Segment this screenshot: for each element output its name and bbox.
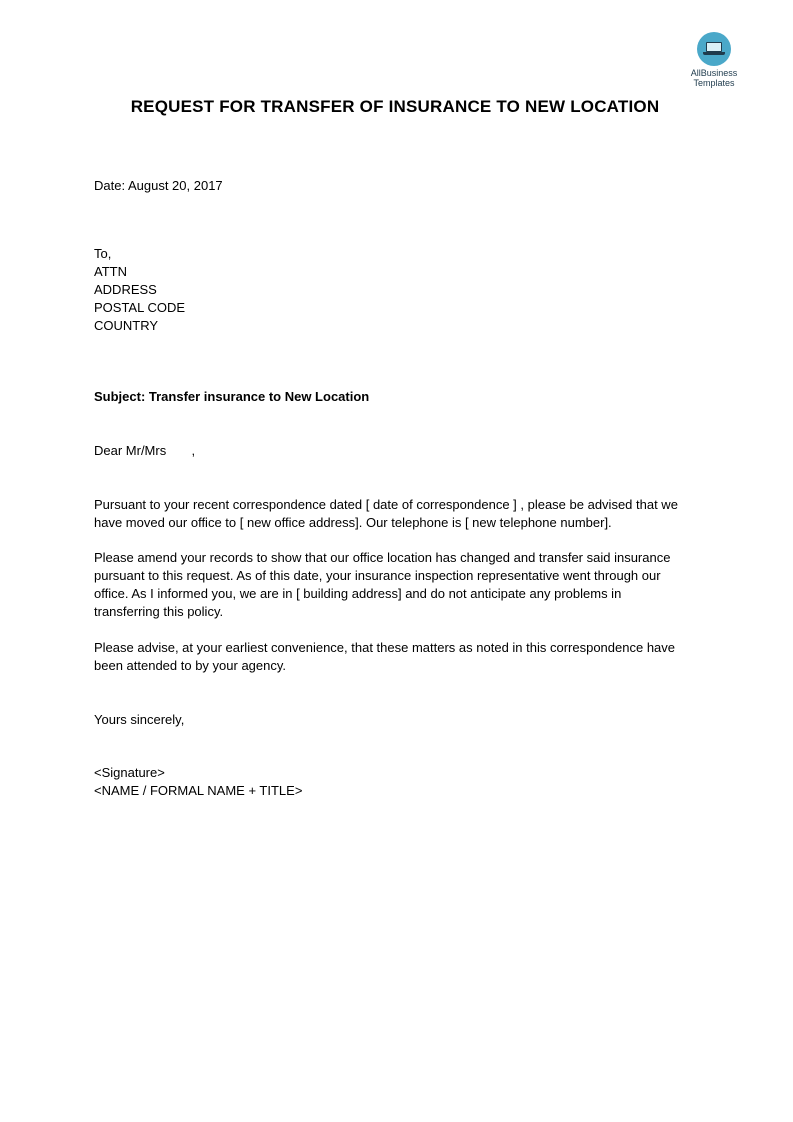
logo-text xyxy=(680,68,748,88)
closing: Yours sincerely, xyxy=(94,712,185,727)
letter-date: Date: August 20, 2017 xyxy=(94,178,223,193)
paragraph-3 xyxy=(94,639,704,675)
paragraph-2-line: transferring this policy. xyxy=(94,604,224,619)
recipient-address: ADDRESS xyxy=(94,282,157,297)
letter-subject: Subject: Transfer insurance to New Location xyxy=(94,389,370,404)
paragraph-1 xyxy=(94,496,704,532)
recipient-to: To, xyxy=(94,246,112,261)
paragraph-1-line: Pursuant to your recent correspondence dated [ date of correspondence ] , please be advised that we xyxy=(94,497,678,512)
document-title: REQUEST FOR TRANSFER OF INSURANCE TO NEW LOCATION xyxy=(130,97,660,116)
allbusiness-templates-logo xyxy=(680,32,748,88)
paragraph-2-line: office. As I informed you, we are in [ building address] and do not anticipate any problems in xyxy=(94,586,622,601)
recipient-country: COUNTRY xyxy=(94,318,159,333)
paragraph-2 xyxy=(94,549,704,621)
laptop-icon xyxy=(697,32,731,66)
recipient-postal-code: POSTAL CODE xyxy=(94,300,186,315)
signature-placeholder: <Signature> xyxy=(94,765,165,780)
recipient-attn: ATTN xyxy=(94,264,127,279)
name-title-placeholder: <NAME / FORMAL NAME + TITLE> xyxy=(94,783,303,798)
paragraph-3-line: Please advise, at your earliest convenience, that these matters as noted in this correspondence have xyxy=(94,640,676,655)
logo-line-1: AllBusiness xyxy=(690,68,738,78)
paragraph-1-line: have moved our office to [ new office address]. Our telephone is [ new telephone number]. xyxy=(94,515,612,530)
paragraph-2-line: pursuant to this request. As of this date, your insurance inspection representative went through our xyxy=(94,568,661,583)
logo-line-2: Templates xyxy=(693,78,735,88)
paragraph-2-line: Please amend your records to show that our office location has changed and transfer said insurance xyxy=(94,550,671,565)
salutation: Dear Mr/Mrs , xyxy=(94,443,196,458)
paragraph-3-line: been attended to by your agency. xyxy=(94,658,287,673)
